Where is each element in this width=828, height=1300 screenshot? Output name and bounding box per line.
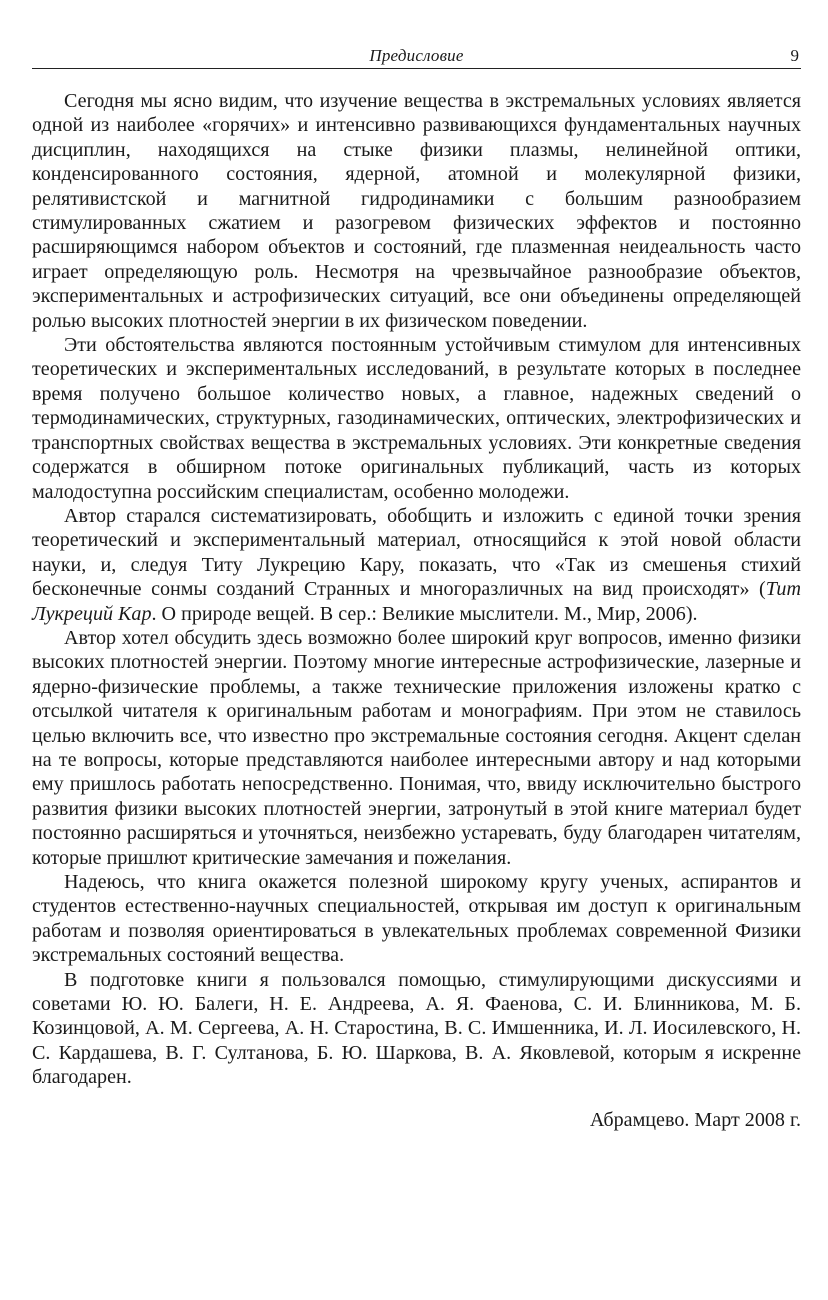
paragraph-6: В подготовке книги я пользовался помощью, стимулирующими дискуссиями и советами Ю. Ю. Балеги, Н. Е. Андреева, А. Я. Фаенова, С. И. Блинникова, М. Б. Козинцовой, А. М. Сергеева, А. Н. Старостина, В. С. Имшенника, И. Л. Иосилевского, Н. С. Кардашева, В. Г. Султанова, Б. Ю. Шаркова, В. А. Яковлевой, которым я искренне благодарен. bbox=[32, 968, 801, 1089]
paragraph-1: Сегодня мы ясно видим, что изучение вещества в экстремальных условиях является одной из наиболее «горячих» и интенсивно развивающихся фундаментальных научных дисциплин, находящихся на стыке физики плазмы, нелинейной оптики, конденсированного состояния, ядерной, атомной и молекулярной физики, релятивистской и магнитной гидродинамики с большим разнообразием стимулированных сжатием и разогревом физических эффектов и постоянно расширяющимся набором объектов и состояний, где плазменная неидеальность часто играет определяющую роль. Несмотря на чрезвычайное разнообразие объектов, экспериментальных и астрофизических ситуаций, все они объединены определяющей ролью высоких плотностей энергии в их физическом поведении. bbox=[32, 90, 801, 332]
paragraph-5: Надеюсь, что книга окажется полезной широкому кругу ученых, аспирантов и студентов естественно-научных специальностей, открывая им доступ к оригинальным работам и позволяя ориентироваться в увлекательных проблемах современной Физики экстремальных состояний вещества. bbox=[32, 871, 801, 967]
paragraph-3-text-before: Автор старался систематизировать, обобщить и изложить с единой точки зрения теоретический и экспериментальный материал, относящийся к этой новой области науки, и, следуя Титу Лукрецию Кару, показать, что «Так из смешенья стихий бесконечные сонмы созданий Странных и многоразличных на вид происходят» ( bbox=[32, 504, 801, 601]
paragraph-2: Эти обстоятельства являются постоянным устойчивым стимулом для интенсивных теоретических и экспериментальных исследований, в результате которых в последнее время получено большое количество новых, а главное, надежных сведений о термодинамических, структурных, газодинамических, оптических, электрофизических и транспортных свойствах вещества в экстремальных условиях. Эти конкретные сведения содержатся в обширном потоке оригинальных публикаций, часть из которых малодоступна российским специалистам, особенно молодежи. bbox=[32, 334, 801, 503]
book-page bbox=[32, 44, 801, 1132]
paragraph-3-text-after: . О природе вещей. В сер.: Великие мыслители. М., Мир, 2006). bbox=[151, 602, 698, 625]
page-number: 9 bbox=[790, 46, 799, 65]
preface-body bbox=[32, 89, 801, 1090]
signature-place-date: Абрамцево. Март 2008 г. bbox=[589, 1108, 801, 1131]
citation-author: Тит Лукреций Кар bbox=[32, 578, 801, 625]
paragraph-4: Автор хотел обсудить здесь возможно более широкий круг вопросов, именно физики высоких плотностей энергии. Поэтому многие интересные астрофизические, лазерные и ядерно-физические проблемы, а также технические приложения изложены кратко с отсылкой читателя к оригинальным работам и монографиям. При этом не ставилось целью включить все, что известно про экстремальные состояния сегодня. Акцент сделан на те вопросы, которые представляются наиболее интересными автору и над которыми ему пришлось работать непосредственно. Понимая, что, ввиду исключительно быстрого развития физики высоких плотностей энергии, затронутый в этой книге материал будет постоянно расширяться и уточняться, неизбежно устаревать, буду благодарен читателям, которые пришлют критические замечания и пожелания. bbox=[32, 626, 801, 869]
paragraph-3 bbox=[32, 504, 801, 626]
running-header bbox=[32, 44, 801, 69]
running-title: Предисловие bbox=[369, 46, 464, 65]
